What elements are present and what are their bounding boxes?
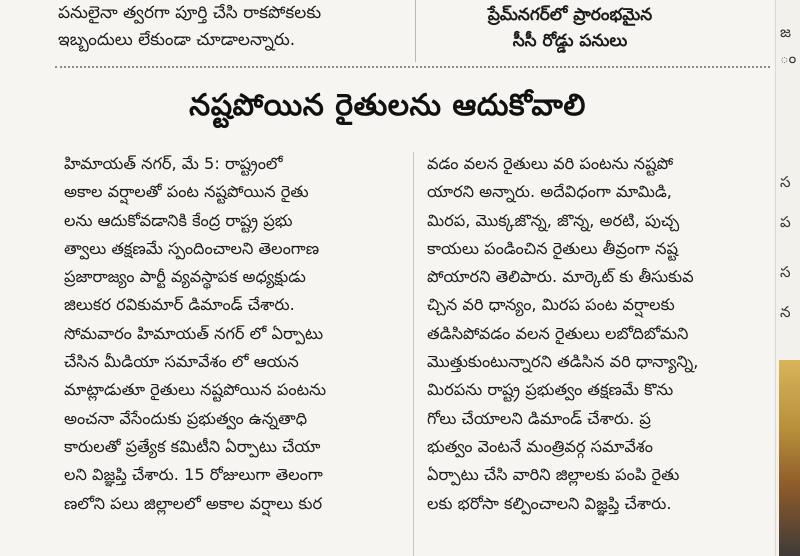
article-column-left [64,150,400,518]
body-line: ప్రజారాజ్యం పార్టీ వ్యవస్థాపక అధ్యక్షుడు [64,267,306,287]
article-headline: నష్టపోయిన రైతులను ఆదుకోవాలి [189,88,586,123]
body-line: యారని అన్నారు. అదేవిధంగా మామిడి, [427,182,672,202]
article-column-right [427,150,767,518]
body-line: చేసిన మీడియా సమావేశం లో ఆయన [64,352,299,372]
column-divider [415,0,416,62]
body-line: మాట్లాడుతూ రైతులు నష్టపోయిన పంటను [64,380,327,400]
body-line: కారులతో ప్రత్యేక కమిటీని ఏర్పాటు చేయా [64,436,321,456]
body-line: లను ఆదుకోవడానికి కేంద్ర రాష్ట్ర ప్రభు [64,210,293,230]
edge-text-fragment: స [780,173,791,191]
body-line: త్వాలు తక్షణమే స్పందించాలని తెలంగాణ [64,238,320,258]
edge-text-fragment: న [780,303,791,321]
adjacent-photo-edge [779,360,800,556]
body-line: మిరపను రాష్ట్ర ప్రభుత్వం తక్షణమే కొను [427,380,674,400]
section-separator [55,66,770,68]
adjacent-column-edge [775,0,800,556]
body-line: లకు భరోసా కల్పించాలని విజ్ఞప్తి చేశారు. [427,493,672,513]
text-line: ఇబ్బందులు లేకుండా చూడాలన్నారు. [58,30,296,50]
body-line: లని విజ్ఞప్తి చేశారు. 15 రోజులుగా తెలంగా [64,465,323,485]
photo-caption [440,2,700,54]
body-line: కాయలు పండించిన రైతులు తీవ్రంగా నష్ట [427,238,678,258]
body-line: తడిసిపోవడం వలన రైతులు లబోదిబోమని [427,323,689,343]
text-line: పనులైనా త్వరగా పూర్తి చేసి రాకపోకలకు [58,3,322,23]
body-line: భుత్వం వెంటనే మంత్రివర్గ సమావేశం [427,436,653,456]
edge-text-fragment: ప [780,213,791,231]
body-line: సోమవారం హిమాయత్ నగర్ లో ఏర్పాటు [64,323,324,343]
body-line: అంచనా వేసేందుకు ప్రభుత్వం ఉన్నతాధి [64,408,308,428]
previous-article-tail [58,0,403,54]
caption-line: ప్రేమ్‌నగర్‌లో ప్రారంభమైన [487,5,653,25]
body-line: జిలుకర రవికుమార్ డిమాండ్ చేశారు. [64,295,295,315]
column-divider [413,152,414,556]
body-line: మిరప, మొక్కజొన్న, జొన్న, అరటి, పుచ్చ [427,210,680,230]
body-line: ఏర్పాటు చేసి వారిని జిల్లాలకు పంపి రైతు [427,465,680,485]
caption-line: సీసీ రోడ్డు పనులు [512,31,628,51]
body-line: అకాల వర్షాలతో పంట నష్టపోయిన రైతు [64,182,309,202]
body-line: ణలోని పలు జిల్లాలలో అకాల వర్షాలు కుర [64,493,323,513]
edge-text-fragment: స [780,263,791,281]
edge-text-fragment: ం [780,49,797,67]
body-line: వడం వలన రైతులు వరి పంటను నష్టపో [427,154,674,173]
body-line: గోలు చేయాలని డిమాండ్ చేశారు. ప్ర [427,408,651,428]
edge-text-fragment: జ [780,23,791,41]
body-line: చ్చిన వరి ధాన్యం, మిరప పంట వర్షాలకు [427,295,675,315]
body-line: పోయారని తెలిపారు. మార్కెట్ కు తీసుకువ [427,267,694,287]
body-line: మొత్తుకుంటున్నారని తడిసిన వరి ధాన్యాన్ని, [427,352,699,372]
body-line: హిమాయత్ నగర్, మే 5: రాష్ట్రంలో [64,154,283,173]
